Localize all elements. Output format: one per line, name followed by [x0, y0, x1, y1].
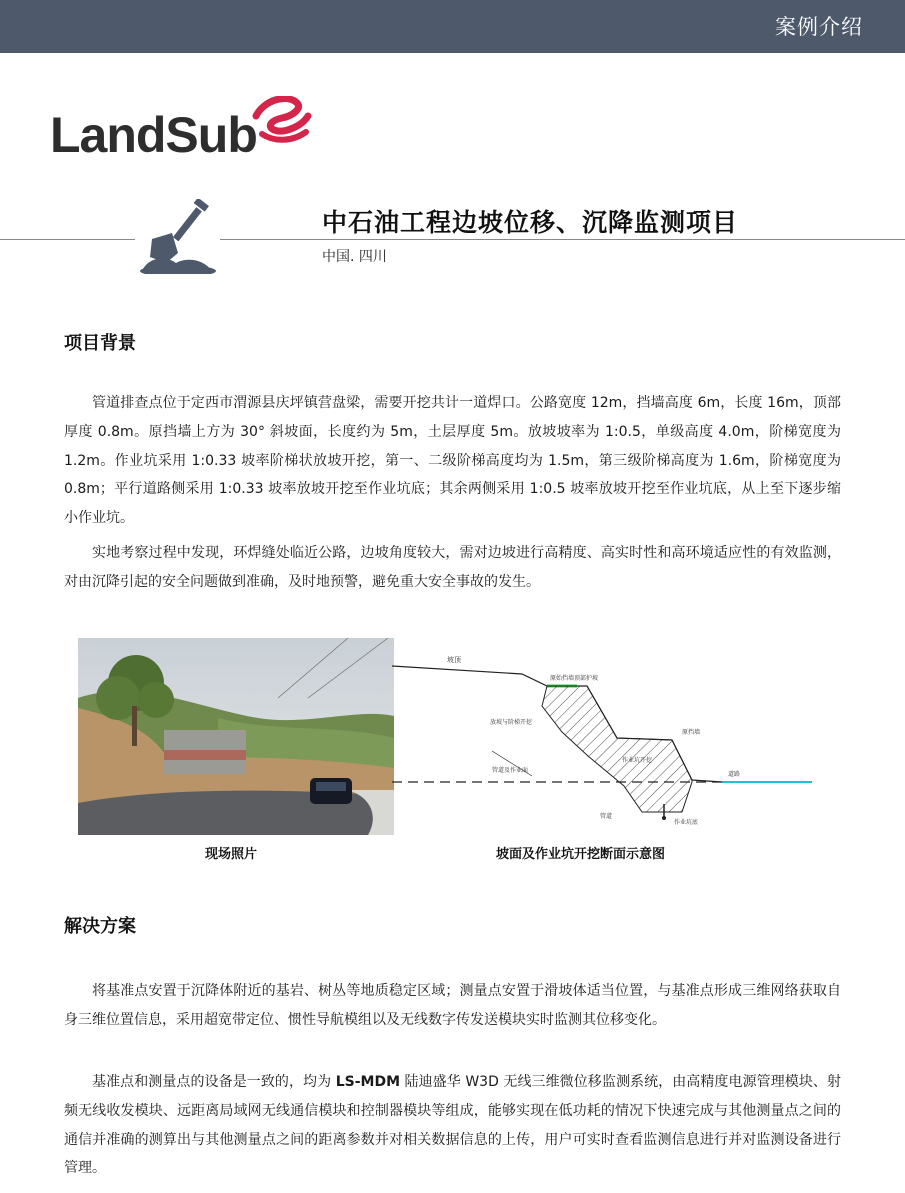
- diagram-label-slope: 放坡与阶梯开挖: [490, 719, 533, 726]
- diagram-label-pipe: 管道: [600, 813, 613, 820]
- photo-caption: 现场照片: [205, 847, 258, 862]
- solution-p2-post: 陆迪盛华 W3D 无线三维微位移监测系统，由高精度电源管理模块、射频无线收发模块、远距离局域网无线通信模块和控制器模块等组成，能够实现在低功耗的情况下快速完成与其他测量点之间的通信并准确的测算出与其他测量点之间的距离参数并对相关数据信息的上传，用户可实时查看监测信息进行并对监测设备进行管理。: [64, 1074, 841, 1177]
- solution-heading: 解决方案: [64, 916, 136, 937]
- site-photo: [78, 638, 394, 835]
- logo-text: LandSub: [50, 107, 257, 163]
- cross-section-diagram: [392, 636, 812, 836]
- project-location: 中国. 四川: [322, 249, 387, 265]
- diagram-caption: 坡面及作业坑开挖断面示意图: [496, 847, 666, 862]
- background-paragraph-2: 实地考察过程中发现，环焊缝处临近公路，边坡角度较大，需对边坡进行高精度、高实时性和高环境适应性的有效监测，对由沉降引起的安全问题做到准确，及时地预警，避免重大安全事故的发生。: [64, 545, 841, 590]
- solution-paragraph-2: [64, 1068, 841, 1183]
- diagram-label-wall: 原挡墙: [682, 729, 701, 736]
- header-label: 案例介绍: [775, 15, 863, 39]
- diagram-label-protect: 原始挡墙顶部护坡: [550, 675, 599, 682]
- shovel-icon: [138, 199, 216, 274]
- landsub-logo: [50, 96, 312, 168]
- product-brand: LS-MDM: [335, 1074, 401, 1090]
- title-rule-left: [0, 239, 135, 240]
- logo-swirl-icon: [252, 96, 312, 146]
- header-bar: [0, 0, 905, 53]
- diagram-label-road: 道路: [728, 771, 741, 778]
- diagram-label-work: 管道及作业面: [492, 767, 529, 774]
- diagram-label-bottom: 作业坑底: [674, 819, 699, 826]
- project-title: 中石油工程边坡位移、沉降监测项目: [322, 208, 739, 237]
- solution-p2-pre: 基准点和测量点的设备是一致的，均为: [92, 1074, 336, 1090]
- background-paragraph-1: 管道排查点位于定西市渭源县庆坪镇营盘梁，需要开挖共计一道焊口。公路宽度 12m，挡墙高度 6m，长度 16m，顶部厚度 0.8m。原挡墙上方为 30° 斜坡面，长度约为 5m，土层厚度 5m。放坡坡率为 1:0.5，单级高度 4.0m，阶梯宽度为 1.2m。作业坑采用 1:0.33 坡率阶梯状放坡开挖，第一、二级阶梯高度均为 1.5m，第三级阶梯高度为 1.6m，阶梯宽度为 0.8m；平行道路侧采用 1:0.33 坡率放坡开挖至作业坑底；其余两侧采用 1:0.5 坡率放坡开挖至作业坑底，从上至下逐步缩小作业坑。: [64, 395, 841, 527]
- background-heading: 项目背景: [64, 333, 136, 354]
- diagram-label-top: 坡顶: [447, 656, 461, 664]
- title-rule-right: [220, 239, 905, 240]
- solution-paragraph-1: 将基准点安置于沉降体附近的基岩、树丛等地质稳定区域；测量点安置于滑坡体适当位置，与基准点形成三维网络获取自身三维位置信息，采用超宽带定位、惯性导航模组以及无线数字传发送模块实时监测其位移变化。: [64, 983, 841, 1028]
- diagram-label-pit: 作业坑开挖: [622, 757, 653, 764]
